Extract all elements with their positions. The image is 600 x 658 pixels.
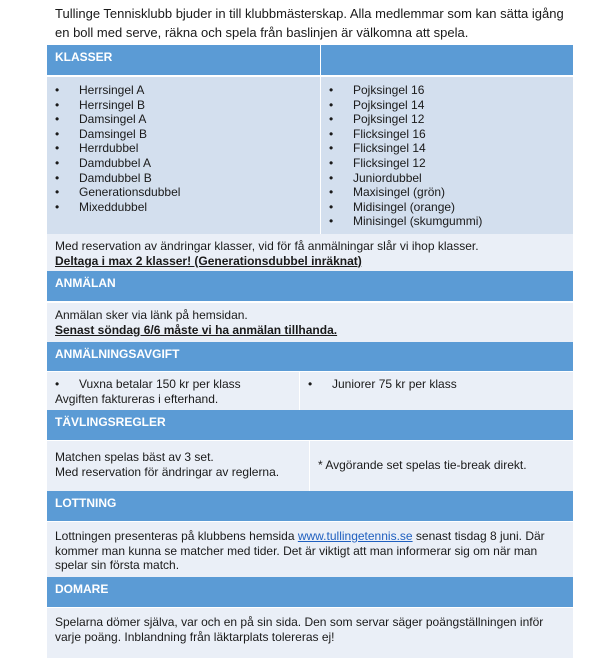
klasser-left-item: • Herrsingel B	[55, 98, 312, 113]
domare-text: Spelarna dömer själva, var och en på sin sida. Den som servar säger poängställningen inför varje poäng. Inblandning från läktarplats tolereras ej!	[55, 615, 544, 644]
klasser-left-item: • Damdubbel A	[55, 156, 312, 171]
club-website-link[interactable]: www.tullingetennis.se	[297, 529, 413, 543]
klasser-header-label: KLASSER	[55, 50, 113, 64]
klasser-right-item: • Flicksingel 16	[329, 127, 565, 142]
klasser-right-item: • Flicksingel 14	[329, 141, 565, 156]
intro-text: Tullinge Tennisklubb bjuder in till klubbmästerskap. Alla medlemmar som kan sätta igång en boll med serve, räkna och spela från baslinjen är välkomna att spela.	[55, 6, 564, 40]
regler-header	[47, 410, 573, 441]
regler-right-cell	[310, 441, 573, 491]
klasser-left-item: • Mixeddubbel	[55, 200, 312, 215]
avgift-left-cell	[47, 372, 299, 410]
anmalan-header-label: ANMÄLAN	[55, 276, 116, 290]
klasser-right-item: • Maxisingel (grön)	[329, 185, 565, 200]
avgift-left-item: • Vuxna betalar 150 kr per klass	[55, 377, 291, 392]
klasser-right-item: • Pojksingel 14	[329, 98, 565, 113]
anmalan-cell	[47, 303, 573, 342]
klasser-left-item: • Herrsingel A	[55, 83, 312, 98]
klasser-right-item: • Flicksingel 12	[329, 156, 565, 171]
klasser-header	[47, 45, 573, 76]
avgift-right-item: • Juniorer 75 kr per klass	[308, 377, 565, 392]
lottning-post: senast tisdag 8 juni. Där kommer man kunna se matcher med tider. Det är viktigt att man informerar sig om när man spelar sin första match.	[55, 529, 545, 573]
klasser-right-item: • Pojksingel 16	[329, 83, 565, 98]
klasser-left-item: • Herrdubbel	[55, 141, 312, 156]
anmalan-text: Anmälan sker via länk på hemsidan.	[55, 308, 248, 322]
avgift-header-label: ANMÄLNINGSAVGIFT	[55, 347, 180, 361]
lottning-cell	[47, 522, 573, 577]
klasser-left-item: • Damsingel A	[55, 112, 312, 127]
anmalan-bold: Senast söndag 6/6 måste vi ha anmälan tillhanda.	[55, 322, 338, 337]
domare-cell	[47, 608, 573, 658]
klasser-left-item: • Generationsdubbel	[55, 185, 312, 200]
avgift-right-cell	[300, 372, 573, 410]
lottning-header	[47, 491, 573, 522]
avgift-header	[47, 342, 573, 372]
lottning-pre: Lottningen presenteras på klubbens hemsida	[55, 529, 298, 543]
regler-line2: Med reservation för ändringar av reglerna.	[55, 464, 280, 479]
regler-header-label: TÄVLINGSREGLER	[55, 415, 166, 429]
klasser-right-item: • Midisingel (orange)	[329, 200, 565, 215]
regler-line1: Matchen spelas bäst av 3 set.	[55, 450, 214, 464]
anmalan-header-bar	[47, 271, 573, 302]
domare-header	[47, 577, 573, 608]
klasser-left-list	[47, 77, 320, 234]
klasser-right-item: • Juniordubbel	[329, 171, 565, 186]
klasser-note: Med reservation av ändringar klasser, vid för få anmälningar slår vi ihop klasser.	[55, 239, 479, 253]
klasser-note-bold: Deltaga i max 2 klasser! (Generationsdubbel inräknat)	[55, 253, 362, 268]
avgift-left-extra: Avgiften faktureras i efterhand.	[55, 391, 219, 406]
klasser-right-list	[321, 77, 573, 234]
klasser-right-item: • Minisingel (skumgummi)	[329, 214, 565, 229]
klasser-right-item: • Pojksingel 12	[329, 112, 565, 127]
domare-header-label: DOMARE	[55, 582, 109, 596]
klasser-left-item: • Damdubbel B	[55, 171, 312, 186]
lottning-header-label: LOTTNING	[55, 496, 117, 510]
regler-left-cell	[47, 441, 309, 491]
klasser-note-cell	[47, 234, 573, 272]
info-table	[47, 45, 573, 658]
klasser-left-item: • Damsingel B	[55, 127, 312, 142]
regler-right: * Avgörande set spelas tie-break direkt.	[318, 458, 527, 472]
